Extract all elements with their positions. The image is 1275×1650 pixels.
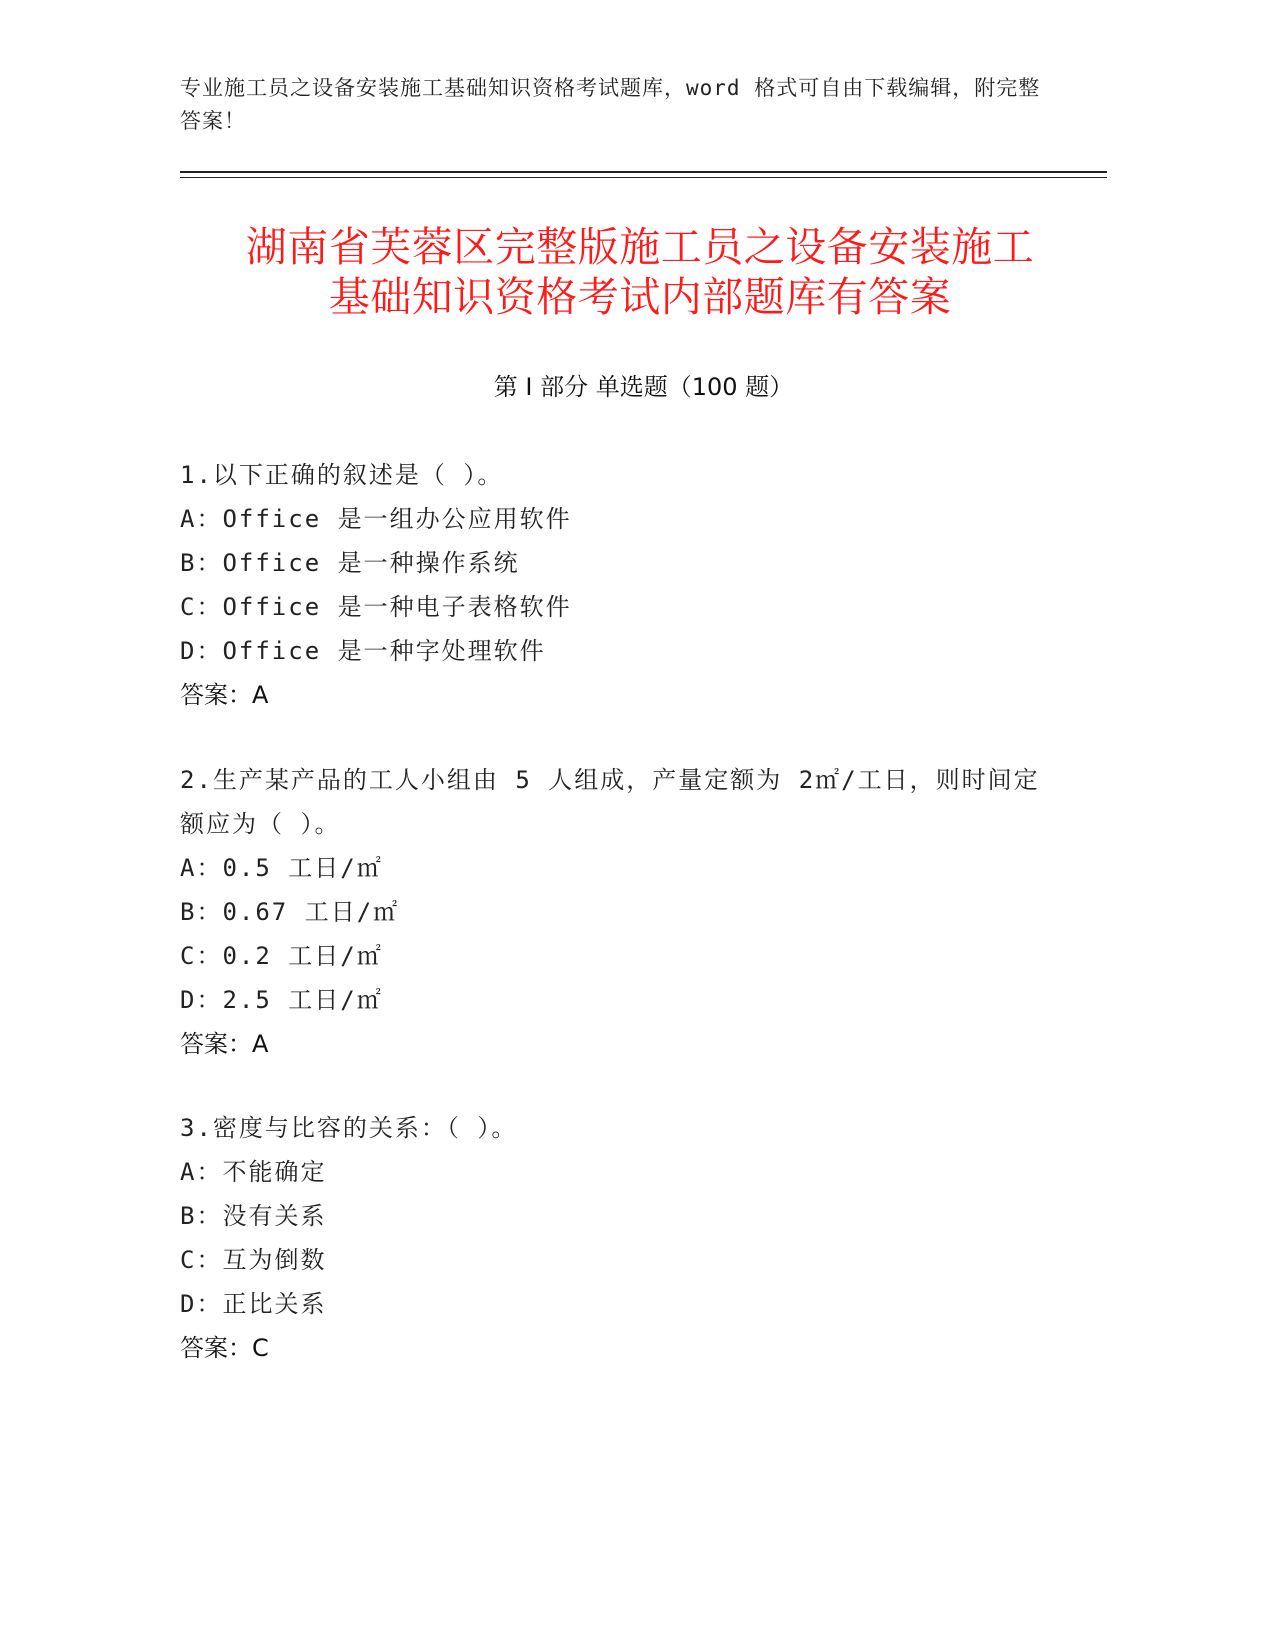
option-a: A：0.5 工日/㎡ [180, 854, 383, 882]
header-rule-thin [180, 177, 1107, 178]
option-d: D：2.5 工日/㎡ [180, 986, 383, 1014]
option-d: D：正比关系 [180, 1290, 327, 1318]
answer: 答案：A [180, 681, 269, 709]
option-c: C：Office 是一种电子表格软件 [180, 593, 572, 621]
question-2 [180, 758, 1060, 1066]
question-stem: 1.以下正确的叙述是（ ）。 [180, 461, 504, 489]
document-title [140, 222, 1140, 322]
section-title: 第 I 部分 单选题（100 题） [493, 373, 794, 401]
answer: 答案：C [180, 1334, 269, 1362]
option-b: B：没有关系 [180, 1202, 327, 1230]
option-c: C：互为倒数 [180, 1246, 327, 1274]
answer: 答案：A [180, 1030, 269, 1058]
option-d: D：Office 是一种字处理软件 [180, 637, 546, 665]
question-1 [180, 453, 1060, 717]
option-a: A：不能确定 [180, 1158, 327, 1186]
question-stem: 3.密度与比容的关系：（ ）。 [180, 1114, 518, 1142]
option-b: B：0.67 工日/㎡ [180, 898, 400, 926]
question-3 [180, 1106, 1060, 1370]
option-a: A：Office 是一组办公应用软件 [180, 505, 572, 533]
question-stem: 2.生产某产品的工人小组由 5 人组成，产量定额为 2㎡/工日，则时间定额应为（ ）。 [180, 766, 1040, 838]
header-rule-thick [180, 171, 1107, 173]
option-c: C：0.2 工日/㎡ [180, 942, 383, 970]
header-note: 专业施工员之设备安装施工基础知识资格考试题库，word 格式可自由下载编辑，附完整答案！ [180, 76, 1041, 133]
option-b: B：Office 是一种操作系统 [180, 549, 520, 577]
document-title-line-2: 基础知识资格考试内部题库有答案 [328, 273, 952, 321]
document-title-line-1: 湖南省芙蓉区完整版施工员之设备安装施工 [245, 223, 1035, 271]
